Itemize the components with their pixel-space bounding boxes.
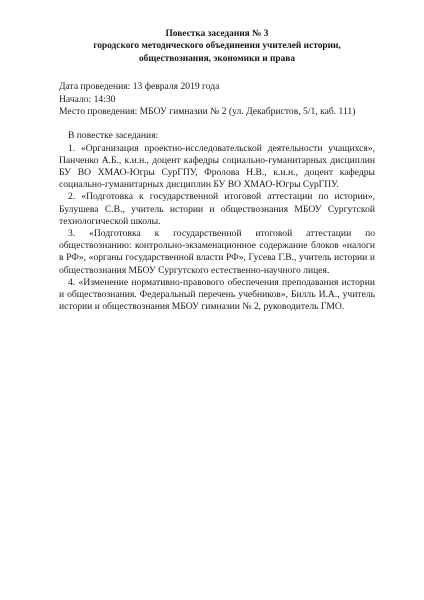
meeting-start-time: Начало: 14:30 (59, 93, 116, 105)
agenda-item-4: 4. «Изменение нормативно-правового обеспечения преподавания истории и обществознания. Федеральный перечень учебников», Билль И.А., учитель истории и обществознания МБОУ гимназии № 2, руководитель ГМО. (59, 276, 375, 313)
agenda-item-2: 2. «Подготовка к государственной итоговой аттестации по истории», Булушева С.В., учитель истории и обществознания МБОУ Сургутской технологической школы. (59, 191, 375, 227)
meeting-place: Место проведения: МБОУ гимназии № 2 (ул. Декабристов, 5/1, каб. 111) (59, 106, 356, 118)
title-line-2: городского методического объединения учителей истории, (93, 41, 341, 52)
agenda-item-3: 3. «Подготовка к государственной итоговой аттестации по обществознанию: контрольно-экзаменационное содержание блоков «налоги в РФ», «органы государственной власти РФ», Гусева Г.В., учитель истории и обществознания МБОУ Сургутского естественно-научного лицея. (59, 228, 375, 276)
agenda-intro: В повестке заседания: (68, 130, 159, 142)
meeting-date: Дата проведения: 13 февраля 2019 года (59, 81, 220, 93)
title-line-1: Повестка заседания № 3 (165, 29, 269, 39)
title-line-3: обществознания, экономики и права (138, 53, 296, 64)
meeting-details (59, 81, 375, 118)
document-page (59, 28, 375, 313)
agenda-list (59, 143, 375, 314)
agenda-item-1: 1. «Организация проектно-исследовательской деятельности учащихся», Панченко А.Б., к.и.н., доцент кафедры социально-гуманитарных дисциплин БУ ВО ХМАО-Югры СурГПУ, Фролова Н.В., к.и.н., доцент кафедры социально-гуманитарных дисциплин БУ ВО ХМАО-Югры СурГПУ. (59, 142, 375, 191)
document-title (59, 28, 375, 65)
